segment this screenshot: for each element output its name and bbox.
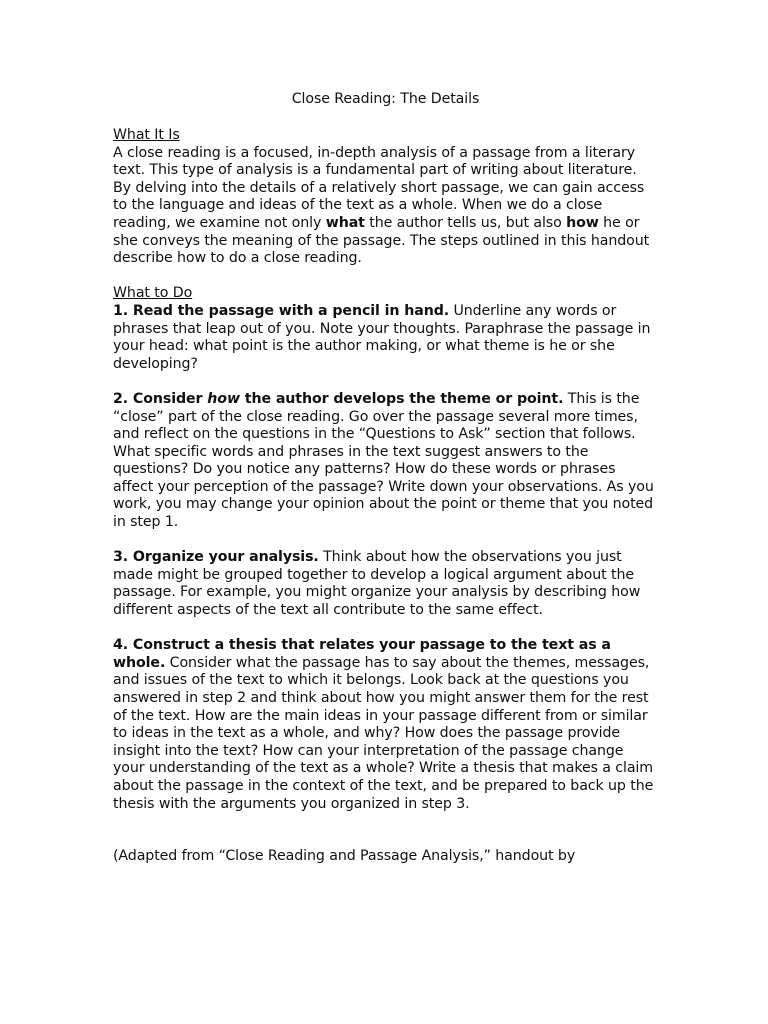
step-2-body: This is the “close” part of the close reading. Go over the passage several more times, and reflect on the questions in the “Questions to Ask” section that follows. What specific words and phrases in the text suggest answers to the questions? Do you notice any patterns? How do these words or phrases affect your perception of the passage? Write down your observations. As you work, you may change your opinion about the point or theme that you noted in step 1. — [113, 390, 654, 531]
step-1-paragraph — [113, 303, 658, 373]
section-heading-what-it-is: What It Is — [113, 127, 180, 143]
step-4-paragraph — [113, 637, 658, 813]
document-title: Close Reading: The Details — [291, 91, 480, 107]
step-4-lead: 4. Construct a thesis that relates your passage to the text as a whole. — [113, 637, 611, 671]
footer-note: (Adapted from “Close Reading and Passage Analysis,” handout by — [113, 848, 576, 865]
step-3-paragraph — [113, 549, 658, 619]
what-it-is-text-2: the author tells us, but also — [364, 214, 567, 231]
step-2-lead-a: 2. Consider — [113, 390, 208, 407]
step-2-lead-italic: how — [207, 390, 240, 407]
document-body — [113, 90, 658, 866]
what-it-is-text-3: he or she conveys the meaning of the passage. The steps outlined in this handout describe how to do a close reading. — [113, 214, 650, 267]
section-heading-what-to-do: What to Do — [113, 285, 193, 302]
step-2-lead-b: the author develops the theme or point. — [239, 390, 564, 407]
step-2-paragraph — [113, 391, 658, 532]
what-it-is-bold-what: what — [325, 214, 365, 231]
what-it-is-bold-how: how — [566, 214, 599, 231]
step-4-body: Consider what the passage has to say about the themes, messages, and issues of the text to which it belongs. Look back at the questions you answered in step 2 and think about how you might answer them for the rest of the text. How are the main ideas in your passage different from or similar to ideas in the text as a whole, and why? How does the passage provide insight into the text? How can your interpretation of the passage change your understanding of the text as a whole? Write a thesis that makes a claim about the passage in the context of the text, and be prepared to back up the thesis with the arguments you organized in step 3. — [113, 654, 654, 812]
step-1-lead: 1. Read the passage with a pencil in hand. — [113, 302, 450, 319]
what-it-is-text-1: A close reading is a focused, in-depth analysis of a passage from a literary text. This type of analysis is a fundamental part of writing about literature. By delving into the details of a relatively short passage, we can gain access to the language and ideas of the text as a whole. When we do a close reading, we examine not only — [113, 144, 645, 231]
step-1-body: Underline any words or phrases that leap out of you. Note your thoughts. Paraphrase the passage in your head: what point is the author making, or what theme is he or she developing? — [113, 302, 651, 372]
step-3-body: Think about how the observations you just made might be grouped together to develop a logical argument about the passage. For example, you might organize your analysis by describing how different aspects of the text all contribute to the same effect. — [113, 549, 641, 619]
step-3-lead: 3. Organize your analysis. — [113, 549, 319, 566]
what-it-is-paragraph — [113, 145, 658, 268]
